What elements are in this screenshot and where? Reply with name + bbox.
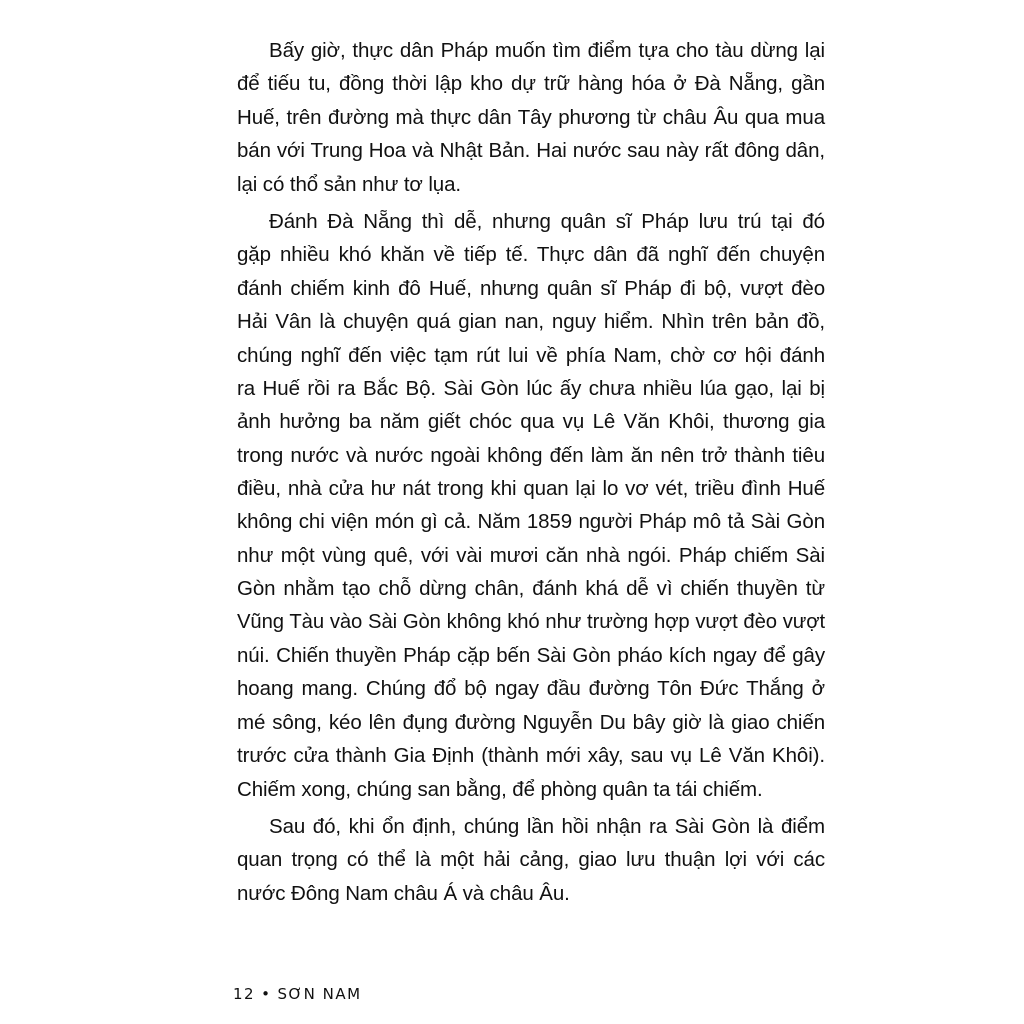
- text-line: Vũng Tàu vào Sài Gòn không khó như trường hợp vượt đèo vượt: [237, 610, 825, 633]
- text-line: để tiếu tu, đồng thời lập kho dự trữ hàng hóa ở Đà Nẵng, gần: [237, 72, 825, 96]
- text-line: ra Huế rồi ra Bắc Bộ. Sài Gòn lúc ấy chưa nhiều lúa gạo, lại bị: [237, 376, 825, 400]
- text-line: Hải Vân là chuyện quá gian nan, nguy hiểm. Nhìn trên bản đồ,: [237, 310, 825, 334]
- page-footer: [233, 985, 362, 1003]
- text-line: Sau đó, khi ổn định, chúng lần hồi nhận ra Sài Gòn là điểm: [269, 814, 825, 838]
- text-line: quan trọng có thể là một hải cảng, giao lưu thuận lợi với các: [237, 848, 825, 872]
- text-line: Chiếm xong, chúng san bằng, để phòng quân ta tái chiếm.: [237, 777, 763, 801]
- text-line: điều, nhà cửa hư nát trong khi quan lại lo vơ vét, triều đình Huế: [237, 477, 825, 501]
- paragraph-3: [237, 810, 825, 910]
- page-number: 12: [233, 985, 256, 1003]
- text-line: chúng nghĩ đến việc tạm rút lui về phía Nam, chờ cơ hội đánh: [237, 343, 825, 367]
- author-name: SƠN NAM: [277, 985, 362, 1003]
- text-line: nước Đông Nam châu Á và châu Âu.: [237, 881, 570, 905]
- text-line: trước cửa thành Gia Định (thành mới xây, sau vụ Lê Văn Khôi).: [237, 744, 825, 768]
- text-line: đánh chiếm kinh đô Huế, nhưng quân sĩ Pháp đi bộ, vượt đèo: [237, 276, 825, 300]
- footer-separator: •: [261, 985, 272, 1003]
- text-line: lại có thổ sản như tơ lụa.: [237, 172, 462, 196]
- paragraph-1: [237, 34, 825, 201]
- text-line: không chi viện món gì cả. Năm 1859 người Pháp mô tả Sài Gòn: [237, 510, 825, 534]
- text-line: Đánh Đà Nẵng thì dễ, nhưng quân sĩ Pháp lưu trú tại đó: [269, 209, 825, 233]
- text-line: Huế, trên đường mà thực dân Tây phương từ châu Âu qua mua: [237, 105, 825, 129]
- text-line: như một vùng quê, với vài mươi căn nhà ngói. Pháp chiếm Sài: [237, 543, 825, 567]
- text-line: gặp nhiều khó khăn về tiếp tế. Thực dân đã nghĩ đến chuyện: [237, 243, 825, 267]
- text-line: Bấy giờ, thực dân Pháp muốn tìm điểm tựa cho tàu dừng lại: [269, 39, 825, 62]
- text-line: Gòn nhằm tạo chỗ dừng chân, đánh khá dễ vì chiến thuyền từ: [237, 577, 825, 601]
- text-line: ảnh hưởng ba năm giết chóc qua vụ Lê Văn Khôi, thương gia: [237, 410, 825, 434]
- text-line: trong nước và nước ngoài không đến làm ăn nên trở thành tiêu: [237, 443, 825, 467]
- body-text: [237, 34, 825, 914]
- text-line: hoang mang. Chúng đổ bộ ngay đầu đường Tôn Đức Thắng ở: [237, 677, 825, 701]
- text-line: mé sông, kéo lên đụng đường Nguyễn Du bây giờ là giao chiến: [237, 710, 825, 734]
- paragraph-2: [237, 205, 825, 806]
- text-line: núi. Chiến thuyền Pháp cặp bến Sài Gòn pháo kích ngay để gây: [237, 644, 825, 668]
- text-line: bán với Trung Hoa và Nhật Bản. Hai nước sau này rất đông dân,: [237, 139, 825, 163]
